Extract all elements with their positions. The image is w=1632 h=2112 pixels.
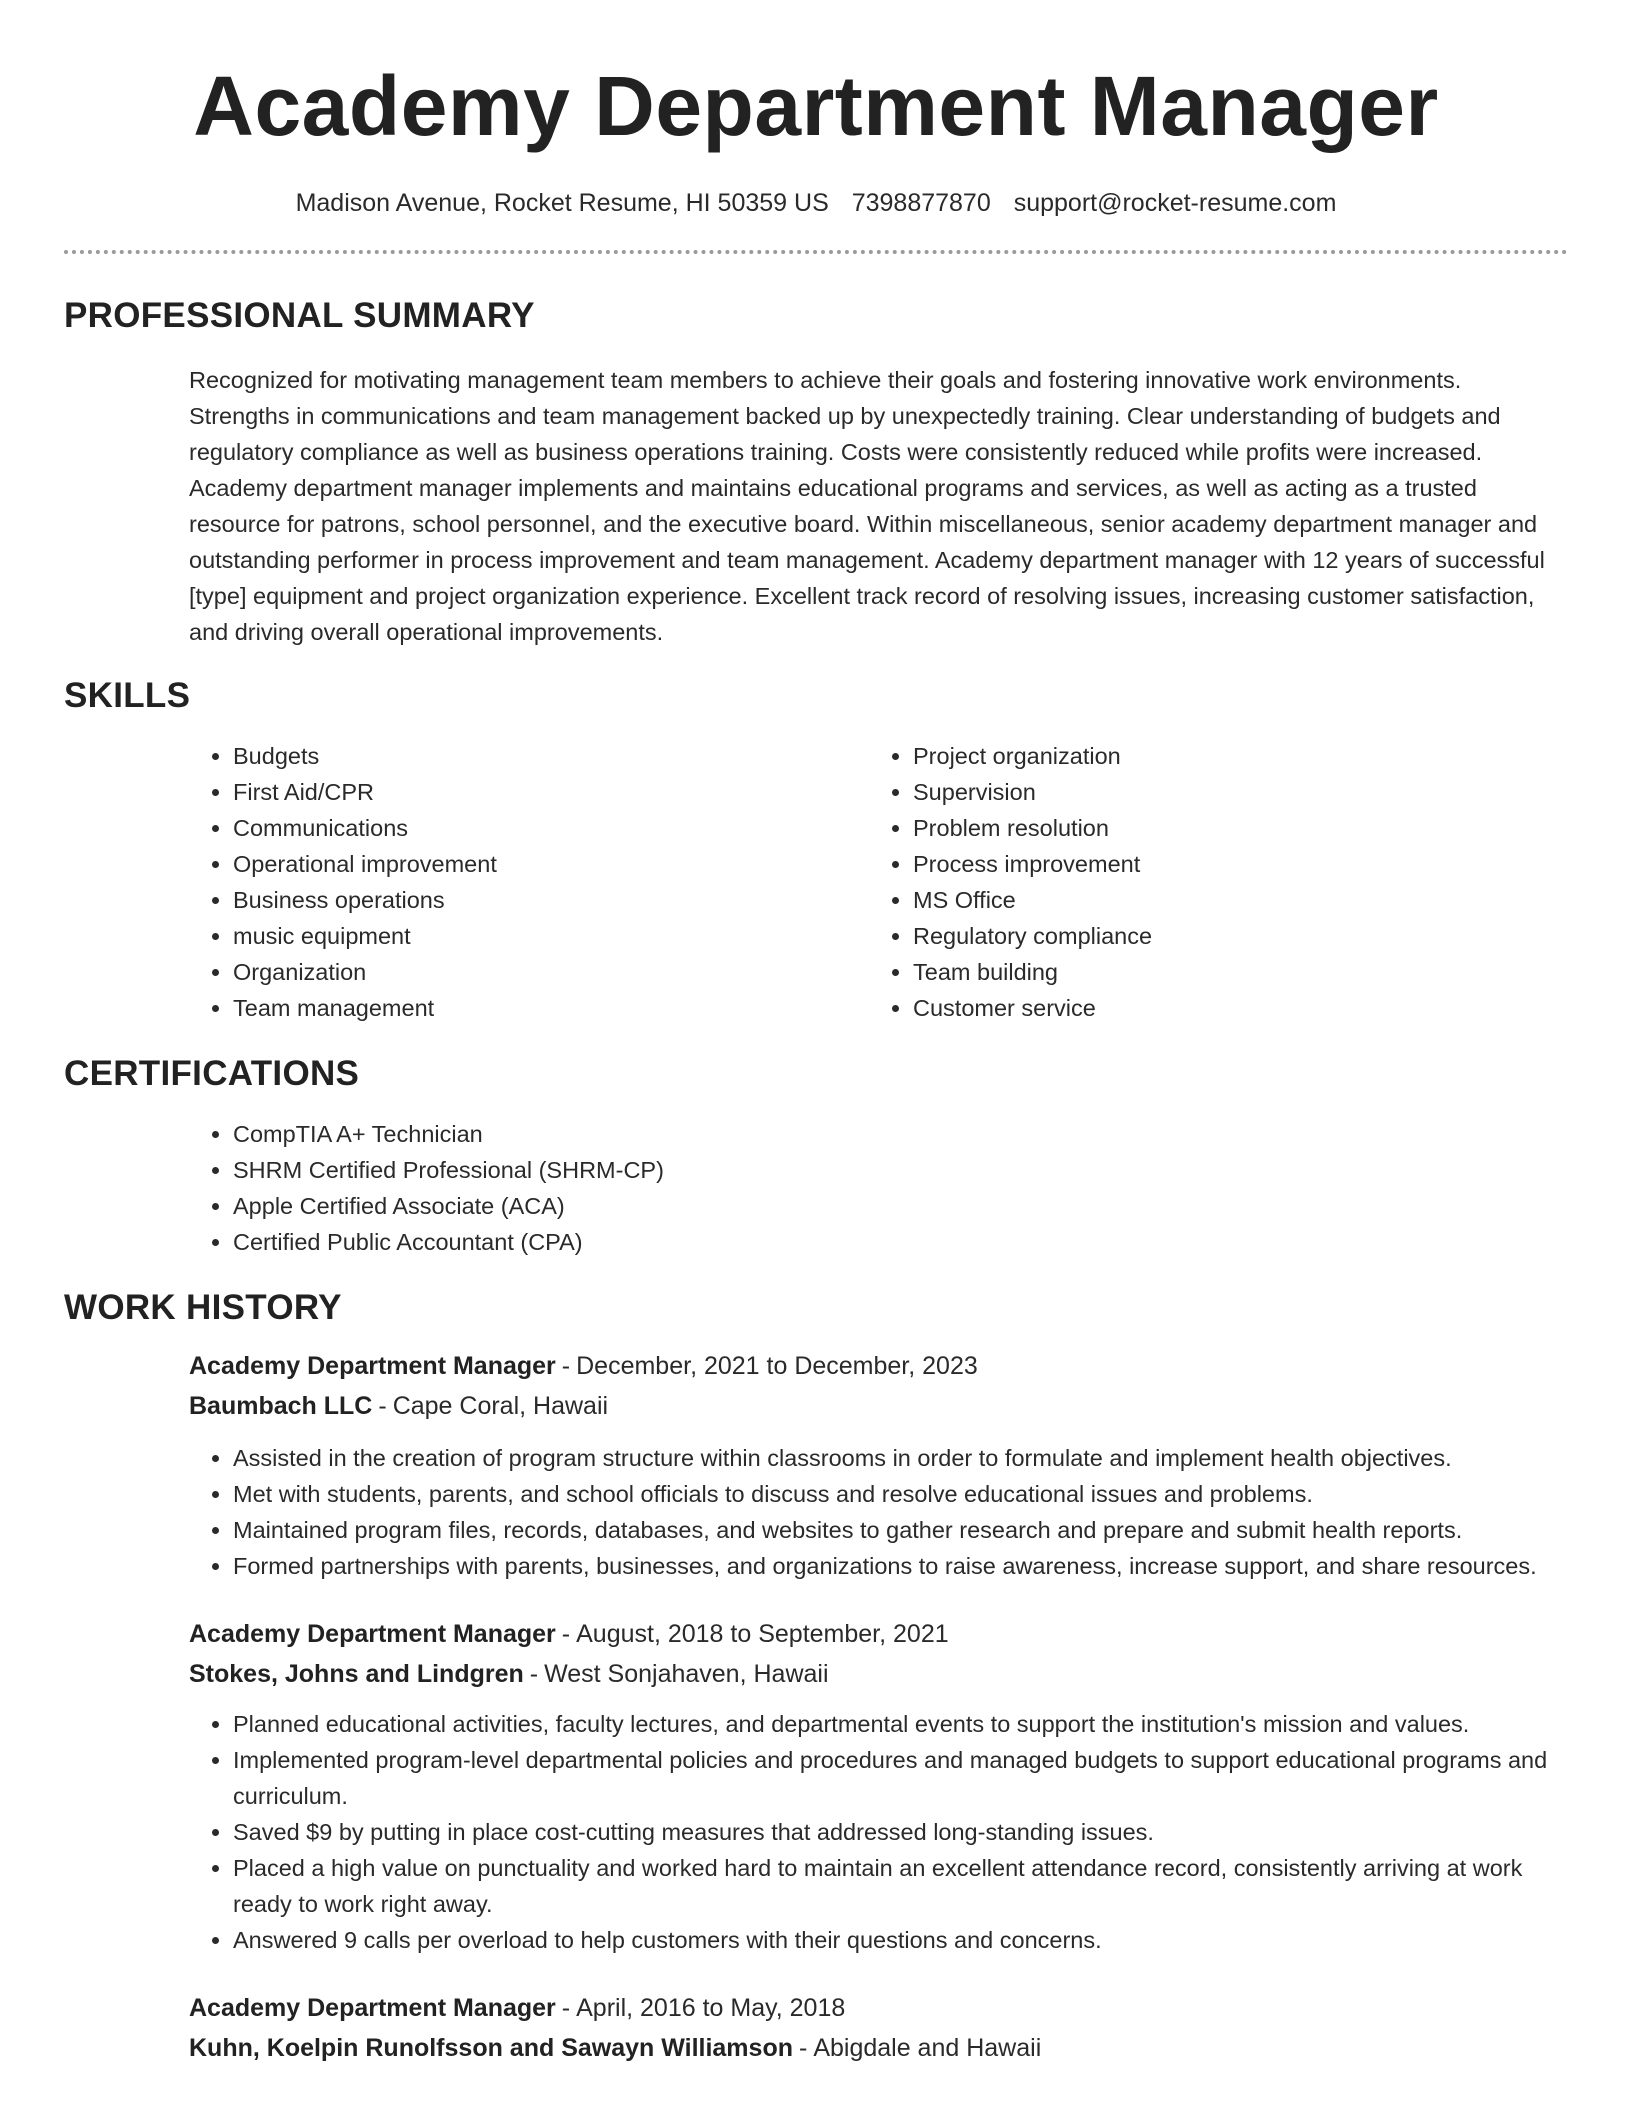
job-duties-list: [189, 1440, 1568, 1584]
skill-item: • First Aid/CPR: [233, 774, 869, 810]
summary-heading: PROFESSIONAL SUMMARY: [64, 296, 535, 335]
skill-item: • Operational improvement: [233, 846, 869, 882]
skill-item: • Team management: [233, 990, 869, 1026]
job-location: West Sonjahaven, Hawaii: [544, 1660, 829, 1688]
certifications-heading: CERTIFICATIONS: [64, 1054, 360, 1093]
job-duty-item: • Planned educational activities, faculty lectures, and departmental events to support the institution's mission and values.: [233, 1706, 1568, 1742]
job-title: Academy Department Manager: [189, 1352, 556, 1380]
job-duty-item: • Maintained program files, records, databases, and websites to gather research and prepare and submit health reports.: [233, 1512, 1568, 1548]
summary-text: Recognized for motivating management team members to achieve their goals and fostering innovative work environments. Strengths in communications and team management backed up by unexpectedly training. Clear understanding of budgets and regulatory compliance as well as business operations training. Costs were consistently reduced while profits were increased. Academy department manager implements and maintains educational programs and services, as well as acting as a trusted resource for patrons, school personnel, and the executive board. Within miscellaneous, senior academy department manager and outstanding performer in process improvement and team management. Academy department manager with 12 years of successful [type] equipment and project organization experience. Excellent track record of resolving issues, increasing customer satisfaction, and driving overall operational improvements.: [189, 367, 1545, 645]
job-duties-list: [189, 1706, 1568, 1958]
job-duty-item: • Met with students, parents, and school officials to discuss and resolve educational issues and problems.: [233, 1476, 1568, 1512]
job-separator: -: [378, 1392, 387, 1420]
job-dates: August, 2018 to September, 2021: [576, 1620, 949, 1648]
job-entry: [189, 1346, 1568, 1584]
summary-section: [64, 362, 1568, 650]
skills-column-right: [869, 738, 1549, 1026]
candidate-name: Academy Department Manager: [193, 59, 1439, 153]
job-company-line: [189, 2028, 1568, 2068]
contact-line: [64, 186, 1568, 220]
job-company: Baumbach LLC: [189, 1392, 373, 1420]
job-duty-item: • Answered 9 calls per overload to help customers with their questions and concerns.: [233, 1922, 1568, 1958]
job-title-line: [189, 1988, 1568, 2028]
skill-item: • Communications: [233, 810, 869, 846]
certification-item: • Certified Public Accountant (CPA): [233, 1224, 1568, 1260]
work-history-section: [64, 1346, 1568, 2068]
job-duty-item: • Formed partnerships with parents, businesses, and organizations to raise awareness, increase support, and share resources.: [233, 1548, 1568, 1584]
skill-item: • MS Office: [913, 882, 1549, 918]
skill-item: • Business operations: [233, 882, 869, 918]
job-company-line: [189, 1386, 1568, 1426]
skill-item: • Team building: [913, 954, 1549, 990]
job-title: Academy Department Manager: [189, 1620, 556, 1648]
job-duty-item: • Placed a high value on punctuality and worked hard to maintain an excellent attendance record, consistently arriving at work ready to work right away.: [233, 1850, 1568, 1922]
skill-item: • Process improvement: [913, 846, 1549, 882]
job-duty-item: • Implemented program-level departmental policies and procedures and managed budgets to support educational programs and curriculum.: [233, 1742, 1568, 1814]
job-location: Abigdale and Hawaii: [813, 2034, 1042, 2062]
skill-item: • Regulatory compliance: [913, 918, 1549, 954]
job-separator: -: [561, 1620, 571, 1648]
job-company: Stokes, Johns and Lindgren: [189, 1660, 524, 1688]
certifications-section: [64, 1116, 1568, 1260]
contact-phone: 7398877870: [851, 189, 991, 217]
job-separator: -: [529, 1660, 539, 1688]
skill-item: • music equipment: [233, 918, 869, 954]
job-duty-item: • Assisted in the creation of program structure within classrooms in order to formulate and implement health objectives.: [233, 1440, 1568, 1476]
job-title-line: [189, 1346, 1568, 1386]
job-entry: [189, 1614, 1568, 1958]
skill-item: • Project organization: [913, 738, 1549, 774]
job-dates: December, 2021 to December, 2023: [576, 1352, 978, 1380]
header-divider: [64, 250, 1568, 254]
job-separator: -: [561, 1352, 571, 1380]
job-dates: April, 2016 to May, 2018: [576, 1994, 846, 2022]
work-history-heading: WORK HISTORY: [64, 1288, 342, 1327]
job-company-line: [189, 1654, 1568, 1694]
certifications-list: [189, 1116, 1568, 1260]
skills-list-right: [869, 738, 1549, 1026]
skills-heading: SKILLS: [64, 676, 191, 715]
job-separator: -: [561, 1994, 571, 2022]
certification-item: • SHRM Certified Professional (SHRM-CP): [233, 1152, 1568, 1188]
certification-item: • CompTIA A+ Technician: [233, 1116, 1568, 1152]
skills-section: [64, 738, 1568, 1026]
job-title: Academy Department Manager: [189, 1994, 556, 2022]
job-company: Kuhn, Koelpin Runolfsson and Sawayn Williamson: [189, 2034, 793, 2062]
skill-item: • Supervision: [913, 774, 1549, 810]
contact-email: support@rocket-resume.com: [1013, 189, 1337, 217]
job-separator: -: [798, 2034, 808, 2062]
job-entry: [189, 1988, 1568, 2068]
skill-item: • Customer service: [913, 990, 1549, 1026]
contact-address: Madison Avenue, Rocket Resume, HI 50359 US: [295, 189, 829, 217]
skill-item: • Organization: [233, 954, 869, 990]
skills-column-left: [189, 738, 869, 1026]
skill-item: • Problem resolution: [913, 810, 1549, 846]
job-location: Cape Coral, Hawaii: [392, 1392, 609, 1420]
skills-list-left: [189, 738, 869, 1026]
job-title-line: [189, 1614, 1568, 1654]
skill-item: • Budgets: [233, 738, 869, 774]
certification-item: • Apple Certified Associate (ACA): [233, 1188, 1568, 1224]
job-duty-item: • Saved $9 by putting in place cost-cutting measures that addressed long-standing issues.: [233, 1814, 1568, 1850]
